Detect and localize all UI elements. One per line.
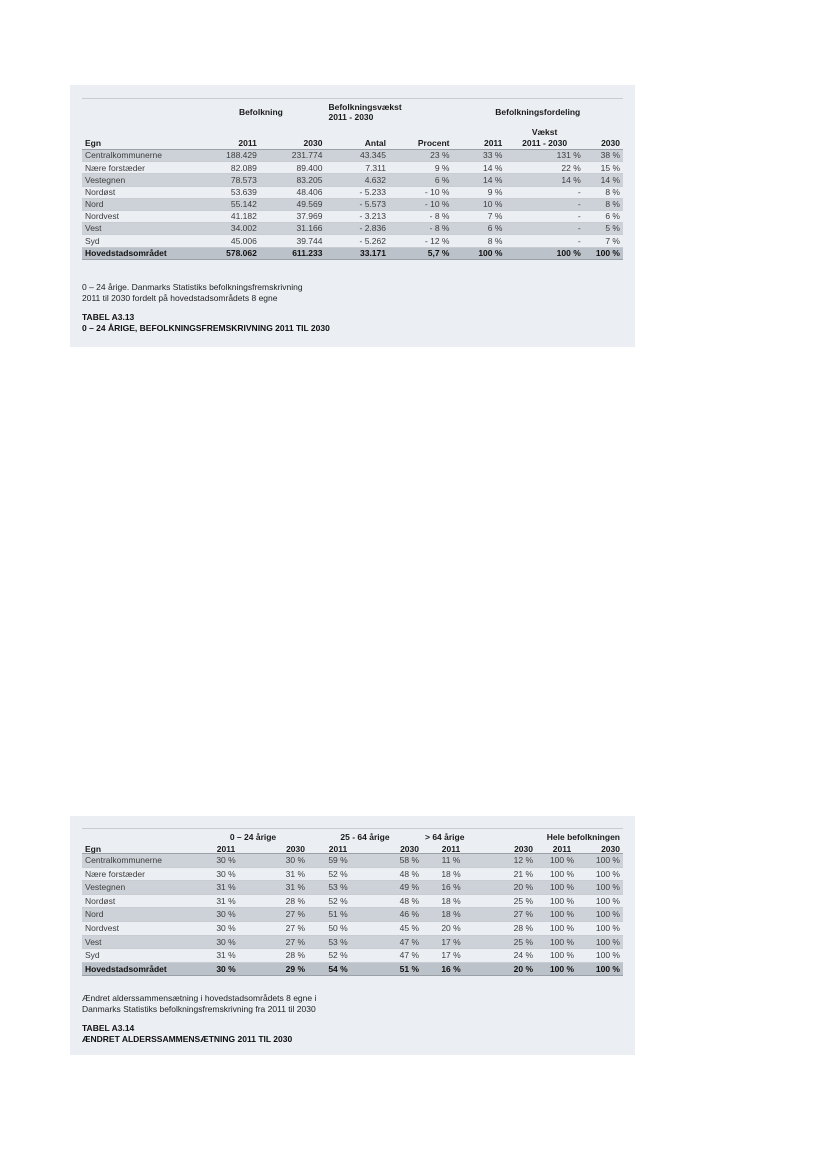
table-row: Syd 31 % 28 % 52 % 47 % 17 % 24 % 100 % 100 % [82, 949, 623, 963]
col-header-vaekst [505, 125, 583, 150]
table-row: Nordøst 53.639 48.406 - 5.233 - 10 % 9 % - 8 % [82, 186, 623, 198]
table-group-header-row [82, 829, 623, 842]
group-header-vaekst-title: Befolkningsvækst [328, 101, 402, 112]
col-header-procent: Procent [389, 125, 453, 150]
table-row: Vest 34.002 31.166 - 2.836 - 8 % 6 % - 5 % [82, 223, 623, 235]
table-a3-14-panel [70, 816, 635, 1055]
table-caption: Ændret alderssammensætning i hovedstadsområdets 8 egne i Danmarks Statistiks befolkningsfremskrivning fra 2011 til 2030 [82, 993, 317, 1014]
table-title: 0 – 24 ÅRIGE, BEFOLKNINGSFREMSKRIVNING 2011 TIL 2030 [82, 322, 330, 333]
table-row: Nordøst 31 % 28 % 52 % 48 % 18 % 25 % 100 % 100 % [82, 894, 623, 908]
table-column-header-row [82, 125, 623, 150]
group-header-vaekst [325, 99, 452, 126]
col-header-antal: Antal [325, 125, 389, 150]
col-header-fordeling-2011: 2011 [453, 125, 506, 150]
table-row: Nordvest 30 % 27 % 50 % 45 % 20 % 28 % 100 % 100 % [82, 921, 623, 935]
group-header-fordeling: Befolkningsfordeling [453, 99, 624, 126]
table-row: Vestegnen 78.573 83.205 4.632 6 % 14 % 14 % 14 % [82, 174, 623, 186]
table-group-header-row [82, 99, 623, 126]
col-header-vaekst-title: Vækst [531, 127, 558, 137]
col-header-2011: 2011 [196, 125, 260, 150]
group-header-over-64: > 64 årige [422, 829, 536, 842]
table-title: ÆNDRET ALDERSSAMMENSÆTNING 2011 TIL 2030 [82, 1033, 293, 1044]
col-header-egn: Egn [82, 125, 196, 150]
population-forecast-table [82, 98, 623, 260]
table-caption: 0 – 24 årige. Danmarks Statistiks befolkningsfremskrivning 2011 til 2030 fordelt på hovedstadsområdets 8 egne [82, 282, 303, 303]
table-row: Centralkommunerne 188.429 231.774 43.345 23 % 33 % 131 % 38 % [82, 150, 623, 162]
col-header-2030: 2030 [260, 125, 326, 150]
table-row: Nære forstæder 82.089 89.400 7.311 9 % 14 % 22 % 15 % [82, 162, 623, 174]
group-header-hele-befolkningen: Hele befolkningen [536, 829, 623, 842]
group-header-25-64: 25 - 64 årige [308, 829, 422, 842]
table-row: Nord 55.142 49.569 - 5.573 - 10 % 10 % - 8 % [82, 198, 623, 210]
table-row: Centralkommunerne 30 % 30 % 59 % 58 % 11 % 12 % 100 % 100 % [82, 854, 623, 868]
age-composition-table [82, 828, 623, 976]
table-number: TABEL A3.13 [82, 312, 135, 322]
table-number-title [82, 312, 622, 333]
table-row: Nord 30 % 27 % 51 % 46 % 18 % 27 % 100 % 100 % [82, 908, 623, 922]
group-header-0-24: 0 – 24 årige [198, 829, 308, 842]
col-header-fordeling-2030: 2030 [584, 125, 623, 150]
table-number-title [82, 1023, 622, 1044]
table-number: TABEL A3.14 [82, 1023, 135, 1033]
table-row: Nære forstæder 30 % 31 % 52 % 48 % 18 % 21 % 100 % 100 % [82, 867, 623, 881]
table-row: Vestegnen 31 % 31 % 53 % 49 % 16 % 20 % 100 % 100 % [82, 881, 623, 895]
table-total-row: Hovedstadsområdet 30 % 29 % 54 % 51 % 16 % 20 % 100 % 100 % [82, 962, 623, 975]
group-header-vaekst-period: 2011 - 2030 [328, 112, 374, 122]
group-header-befolkning: Befolkning [196, 99, 325, 126]
col-header-vaekst-period: 2011 - 2030 [522, 137, 568, 148]
table-row: Syd 45.006 39.744 - 5.262 - 12 % 8 % - 7 % [82, 235, 623, 247]
col-header-egn: Egn [82, 841, 198, 854]
table-row: Nordvest 41.182 37.969 - 3.213 - 8 % 7 % - 6 % [82, 210, 623, 222]
table-total-row: Hovedstadsområdet 578.062 611.233 33.171 5,7 % 100 % 100 % 100 % [82, 247, 623, 260]
table-row: Vest 30 % 27 % 53 % 47 % 17 % 25 % 100 % 100 % [82, 935, 623, 949]
table-column-header-row: Egn 2011 2030 2011 2030 2011 2030 2011 2030 [82, 841, 623, 854]
table-a3-13-panel [70, 85, 635, 347]
